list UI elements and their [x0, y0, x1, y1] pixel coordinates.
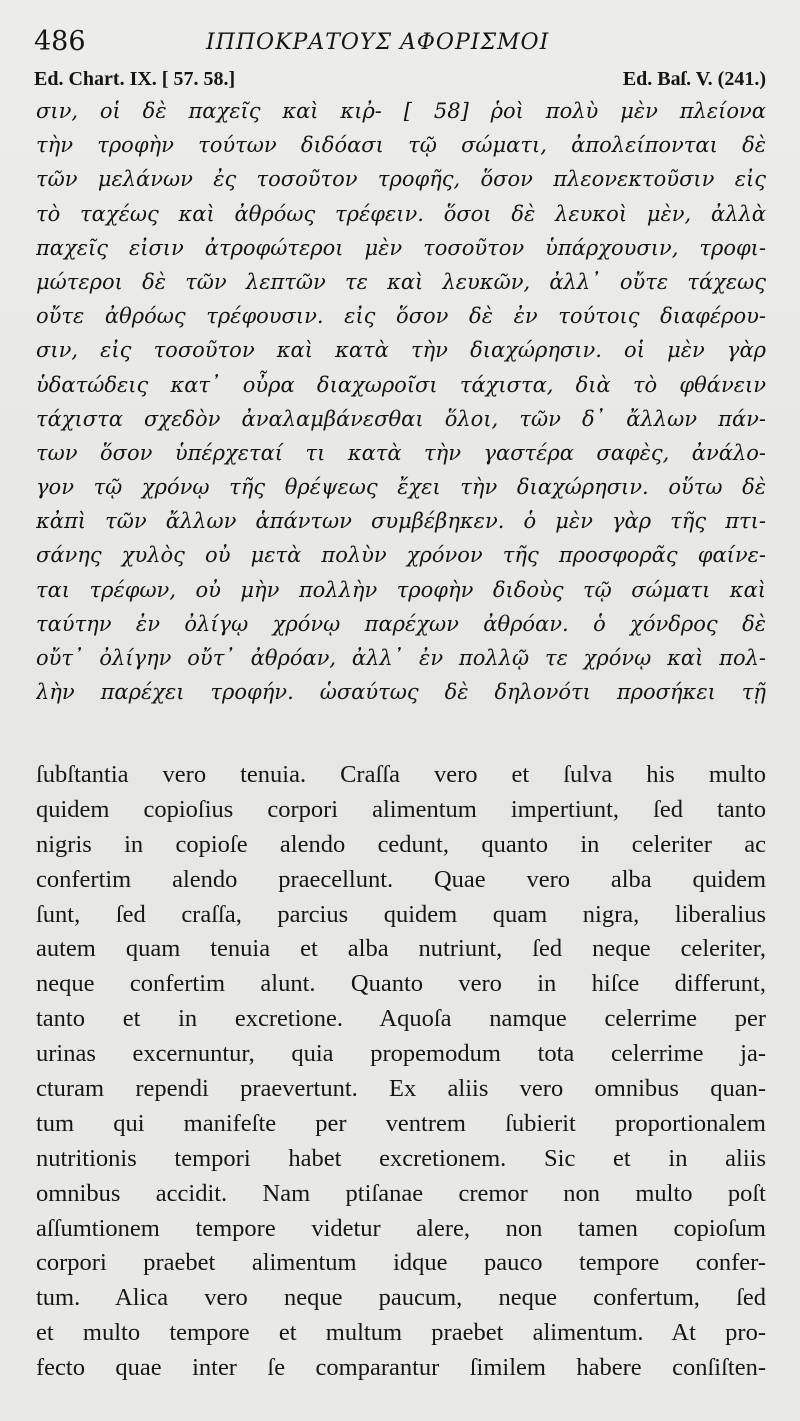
edition-references — [34, 68, 766, 96]
greek-line: ταύτην ἐν ὀλίγῳ χρόνῳ παρέχων ἀθρόαν. ὁ χόνδρος δὲ — [36, 611, 766, 636]
latin-line: ſubſtantia vero tenuia. Craſſa vero et ſulva his multo — [36, 761, 766, 788]
latin-line: tum qui manifeſte per ventrem ſubierit proportionalem — [36, 1109, 766, 1137]
page-number: 486 — [34, 26, 86, 57]
latin-line: ſunt, ſed craſſa, parcius quidem quam nigra, liberalius — [36, 900, 766, 928]
greek-line: παχεῖς εἰσιν ἀτροφώτεροι μὲν τοσοῦτον ὑπάρχουσιν, τροφι- — [36, 235, 766, 260]
latin-line: et multo tempore et multum praebet alimentum. At pro- — [36, 1319, 766, 1347]
running-header — [34, 22, 766, 66]
greek-line: κἀπὶ τῶν ἄλλων ἁπάντων συμβέβηκεν. ὁ μὲν γὰρ τῆς πτι- — [36, 509, 766, 534]
greek-line: σιν, εἰς τοσοῦτον καὶ κατὰ τὴν διαχώρησιν. οἱ μὲν γὰρ — [36, 338, 766, 363]
latin-line: confertim alendo praecellunt. Quae vero alba quidem — [36, 865, 766, 893]
greek-line: των ὅσον ὑπέρχεταί τι κατὰ τὴν γαστέρα σαφὲς, ἀνάλο- — [36, 440, 766, 465]
latin-line: tum. Alica vero neque paucum, neque confertum, ſed — [36, 1284, 766, 1312]
running-title: ΙΠΠΟΚΡΑΤΟΥΣ ΑΦΟΡΙΣΜΟΙ — [206, 30, 550, 55]
greek-line: τὸ ταχέως καὶ ἀθρόως τρέφειν. ὅσοι δὲ λευκοὶ μὲν, ἀλλὰ — [36, 201, 766, 226]
latin-line: tanto et in excretione. Aquoſa namque celerrime per — [36, 1005, 766, 1033]
latin-line: corpori praebet alimentum idque pauco tempore confer- — [36, 1249, 766, 1277]
greek-line: τάχιστα σχεδὸν ἀναλαμβάνεσθαι ὅλοι, τῶν δ᾽ ἄλλων πάν- — [36, 406, 766, 431]
latin-line: urinas excernuntur, quia propemodum tota celerrime ja- — [36, 1040, 766, 1068]
greek-line: τὴν τροφὴν τούτων διδόασι τῷ σώματι, ἀπολείπονται δὲ — [36, 133, 766, 158]
greek-line: μώτεροι δὲ τῶν λεπτῶν τε καὶ λευκῶν, ἀλλ᾽ οὔτε τάχεως — [36, 269, 766, 294]
greek-line: ὑδατώδεις κατ᾽ οὖρα διαχωροῖσι τάχιστα, διὰ τὸ φθάνειν — [36, 372, 766, 397]
greek-line: γον τῷ χρόνῳ τῆς θρέψεως ἔχει τὴν διαχώρησιν. οὕτω δὲ — [36, 475, 766, 500]
greek-line: σάνης χυλὸς οὐ μετὰ πολὺν χρόνον τῆς προσφορᾶς φαίνε- — [36, 543, 766, 568]
greek-line: οὔτε ἀθρόως τρέφουσιν. εἰς ὅσον δὲ ἐν τούτοις διαφέρου- — [36, 304, 766, 329]
latin-line: nigris in copioſe alendo cedunt, quanto in celeriter ac — [36, 830, 766, 858]
latin-line: nutritionis tempori habet excretionem. Sic et in aliis — [36, 1144, 766, 1172]
latin-line: cturam rependi praevertunt. Ex aliis vero omnibus quan- — [36, 1075, 766, 1103]
edition-basel-reference: Ed. Baſ. V. (241.) — [622, 68, 766, 90]
latin-line: fecto quae inter ſe comparantur ſimilem habere conſiſten- — [36, 1354, 766, 1382]
greek-line: τῶν μελάνων ἐς τοσοῦτον τροφῆς, ὅσον πλεονεκτοῦσιν εἰς — [36, 167, 766, 192]
greek-line: λὴν παρέχει τροφήν. ὡσαύτως δὲ δηλονότι προσήκει τῇ — [36, 680, 766, 705]
greek-line: ται τρέφων, οὐ μὴν πολλὴν τροφὴν διδοὺς τῷ σώματι καὶ — [36, 577, 766, 602]
latin-line: neque confertim alunt. Quanto vero in hiſce differunt, — [36, 970, 766, 998]
latin-line: autem quam tenuia et alba nutriunt, ſed neque celeriter, — [36, 935, 766, 963]
greek-line: οὔτ᾽ ὀλίγην οὔτ᾽ ἀθρόαν, ἀλλ᾽ ἐν πολλῷ τε χρόνῳ καὶ πολ- — [36, 646, 766, 670]
latin-line: quidem copioſius corpori alimentum impertiunt, ſed tanto — [36, 795, 766, 823]
greek-text-block — [36, 94, 766, 709]
latin-text-block — [36, 758, 766, 1386]
greek-line: σιν, οἱ δὲ παχεῖς καὶ κιῤ- [ 58] ῥοὶ πολὺ μὲν πλείονα — [36, 99, 766, 123]
latin-line: omnibus accidit. Nam ptiſanae cremor non multo poſt — [36, 1179, 766, 1207]
latin-line: aſſumtionem tempore videtur alere, non tamen copioſum — [36, 1214, 766, 1242]
edition-chartier-reference: Ed. Chart. IX. [ 57. 58.] — [34, 68, 236, 90]
